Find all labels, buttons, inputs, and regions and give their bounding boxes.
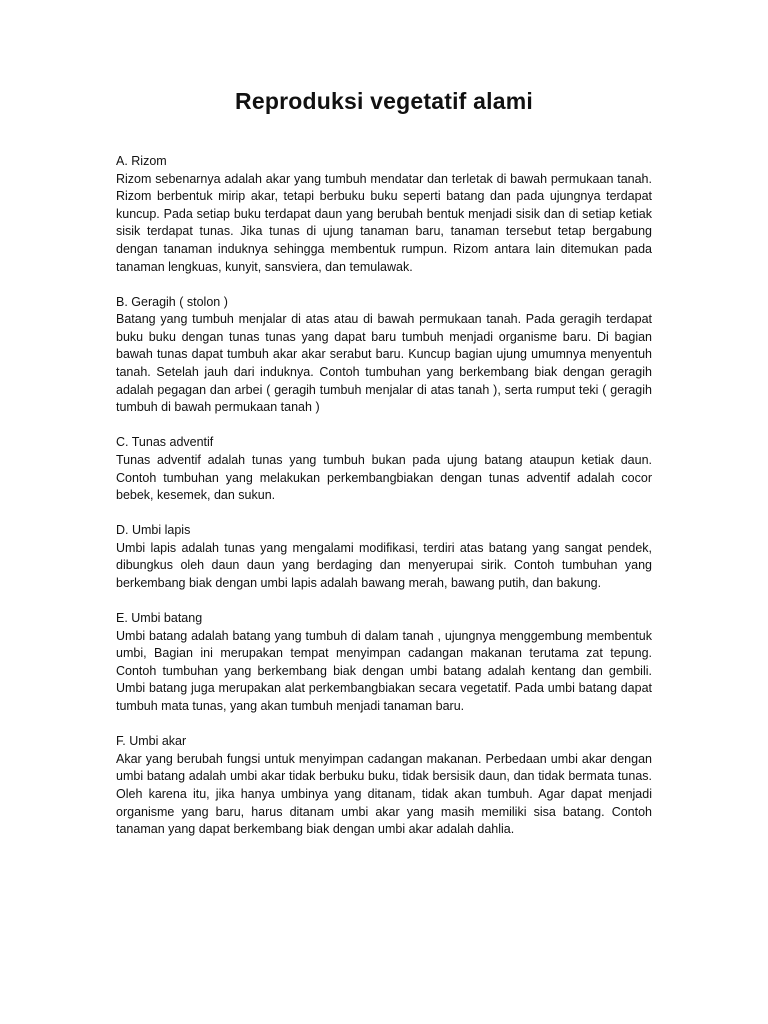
document-page — [116, 88, 652, 856]
section-tunas-adventif — [116, 434, 652, 504]
section-heading: C. Tunas adventif — [116, 435, 214, 450]
section-heading: E. Umbi batang — [116, 611, 203, 626]
document-title: Reproduksi vegetatif alami — [235, 88, 533, 114]
section-heading: B. Geragih ( stolon ) — [116, 294, 228, 309]
section-body: Tunas adventif adalah tunas yang tumbuh bukan pada ujung batang ataupun ketiak daun. Contoh tumbuhan yang melakukan perkembangbiakan dengan tunas adventif adalah cocor bebek, kesemek, dan sukun. — [116, 452, 652, 503]
section-umbi-akar — [116, 733, 652, 839]
section-heading: A. Rizom — [116, 154, 167, 168]
section-rizom — [116, 153, 652, 276]
section-body: Batang yang tumbuh menjalar di atas atau di bawah permukaan tanah. Pada geragih terdapat buku buku dengan tunas tunas yang dapat baru tumbuh menjadi organisme baru. Di bagian bawah tunas dapat tumbuh akar akar serabut baru. Kuncup bagian ujung umumnya menyentuh tanah. Setelah jauh dari induknya. Contoh tumbuhan yang berkembang biak dengan geragih adalah pegagan dan arbei ( geragih tumbuh menjalar di atas tanah ), serta rumput teki ( geragih tumbuh di bawah permukaan tanah ) — [116, 312, 652, 415]
section-body: Rizom sebenarnya adalah akar yang tumbuh mendatar dan terletak di bawah permukaan tanah. Rizom berbentuk mirip akar, tetapi berbuku buku seperti batang dan pada ujungnya terdapat kuncup. Pada setiap buku terdapat daun yang berubah bentuk menjadi sisik dan di setiap ketiak sisik terdapat tunas. Jika tunas di ujung tanaman baru, tanaman tersebut tetap bergabung dengan tanaman induknya sehingga membentuk rumpun. Rizom antara lain ditemukan pada tanaman lengkuas, kunyit, sansviera, dan temulawak. — [116, 171, 652, 274]
section-geragih — [116, 294, 652, 417]
section-body: Akar yang berubah fungsi untuk menyimpan cadangan makanan. Perbedaan umbi akar dengan umbi batang adalah umbi akar tidak berbuku buku, tidak bersisik daun, dan tidak bermata tunas. Oleh karena itu, jika hanya umbinya yang ditanam, tidak akan tumbuh. Agar dapat menjadi organisme yang baru, harus ditanam umbi akar yang masih memiliki sisa batang. Contoh tanaman yang dapat berkembang biak dengan umbi akar adalah dahlia. — [116, 751, 652, 837]
section-heading: D. Umbi lapis — [116, 523, 191, 538]
section-body: Umbi batang adalah batang yang tumbuh di dalam tanah , ujungnya menggembung membentuk umbi, Bagian ini merupakan tempat menyimpan cadangan makanan terutama zat tepung. Contoh tumbuhan yang berkembang biak dengan umbi batang adalah kentang dan gembili. Umbi batang juga merupakan alat perkembangbiakan secara vegetatif. Pada umbi batang dapat tumbuh mata tunas, yang akan tumbuh menjadi tanaman baru. — [116, 628, 652, 714]
section-umbi-lapis — [116, 522, 652, 592]
section-heading: F. Umbi akar — [116, 734, 187, 749]
section-body: Umbi lapis adalah tunas yang mengalami modifikasi, terdiri atas batang yang sangat pendek, dibungkus oleh daun daun yang berdaging dan menyerupai sirik. Contoh tumbuhan yang berkembang biak dengan umbi lapis adalah bawang merah, bawang putih, dan bakung. — [116, 540, 652, 590]
section-umbi-batang — [116, 610, 652, 716]
